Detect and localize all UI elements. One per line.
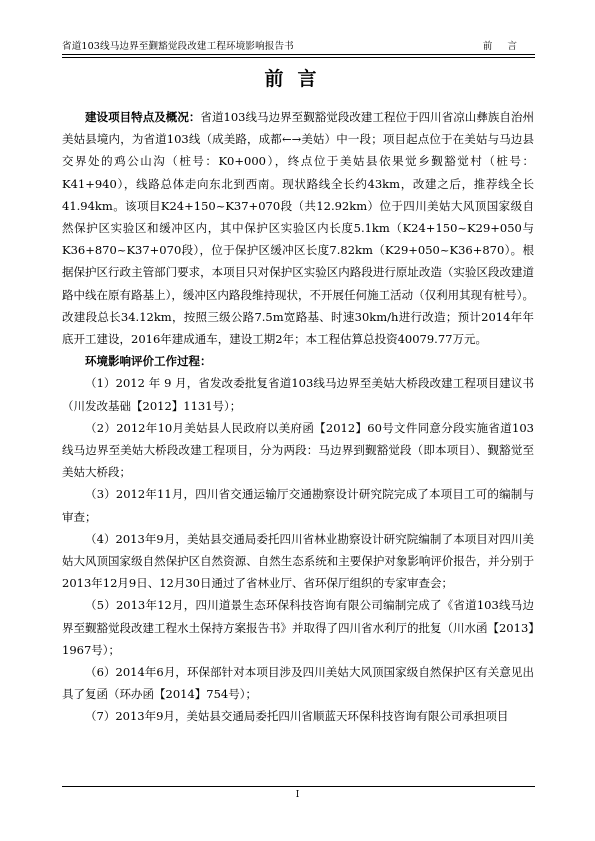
process-step: （2）2012年10月美姑县人民政府以美府函【2012】60号文件同意分段实施省道103线马边界至美姑大桥段改建工程项目，分为两段：马边界到觐豁觉段（即本项目）、觐豁觉至美姑大桥段； [62, 420, 534, 480]
process-step: （5）2013年12月，四川道景生态环保科技咨询有限公司编制完成了《省道103线马边界至觐豁觉段改建工程水土保持方案报告书》并取得了四川省水利厅的批复（川水函【2013】1967号）； [62, 598, 535, 657]
process-step: （3）2012年11月，四川省交通运输厅交通勘察设计研究院完成了本项目工可的编制与审查； [62, 487, 534, 524]
paragraph-overview [62, 106, 534, 350]
process-step: （4）2013年9月，美姑县交通局委托四川省林业勘察设计研究院编制了本项目对四川美姑大风顶国家级自然保护区自然资源、自然生态系统和主要保护对象影响评价报告，并分别于2013年12月9日、12月30日通过了省林业厅、省环保厅组织的专家审查会； [62, 531, 534, 591]
page-number: I [295, 790, 300, 800]
process-heading: 环境影响评价工作过程： [85, 354, 212, 369]
running-header [62, 38, 535, 55]
page-title: 前言 [264, 68, 331, 90]
process-step: （1）2012 年 9 月，省发改委批复省道103线马边界至美姑大桥段改建工程项目建议书（川发改基础【2012】1131号）； [62, 376, 534, 413]
header-doc-title: 省道103线马边界至觐豁觉段改建工程环境影响报告书 [62, 41, 294, 52]
footer-rule [62, 786, 535, 787]
header-rule [62, 57, 535, 58]
overview-text: 省道103线马边界至觐豁觉段改建工程位于四川省凉山彝族自治州美姑县境内，为省道103线（成美路，成都←→美姑）中一段；项目起点位于在美姑与马边县交界处的鸡公山沟（桩号：K0+000），终点位于美姑县依果觉乡觐豁觉村（桩号：K41+940），线路总体走向东北到西南。现状路线全长约43km，改建之后，推荐线全长41.94km。该项目K24+150~K37+070段（共12.92km）位于四川美姑大风顶国家级自然保护区实验区和缓冲区内，其中保护区实验区内长度5.1km（K24+150~K29+050与K36+870~K37+070段），位于保护区缓冲区长度7.82km（K29+050~K36+870）。根据保护区行政主管部门要求，本项目只对保护区实验区内路段进行原址改造（实验区段改建道路中线在原有路基上），缓冲区内路段维持现状，不开展任何施工活动（仅利用其现有桩号）。改建段总长34.12km，按照三级公路7.5m宽路基、时速30km/h进行改造；预计2014年年底开工建设，2016年建成通车，建设工期2年；本工程估算总投资40079.77万元。 [62, 110, 534, 347]
process-step: （7）2013年9月，美姑县交通局委托四川省顺蓝天环保科技咨询有限公司承担项目 [85, 709, 509, 724]
body-text [62, 106, 534, 728]
paragraph-process-heading [62, 350, 534, 372]
header-section: 前 言 [482, 41, 523, 52]
process-step: （6）2014年6月，环保部针对本项目涉及四川美姑大风顶国家级自然保护区有关意见出具了复函（环办函【2014】754号）； [62, 665, 534, 702]
overview-heading: 建设项目特点及概况： [85, 110, 201, 124]
